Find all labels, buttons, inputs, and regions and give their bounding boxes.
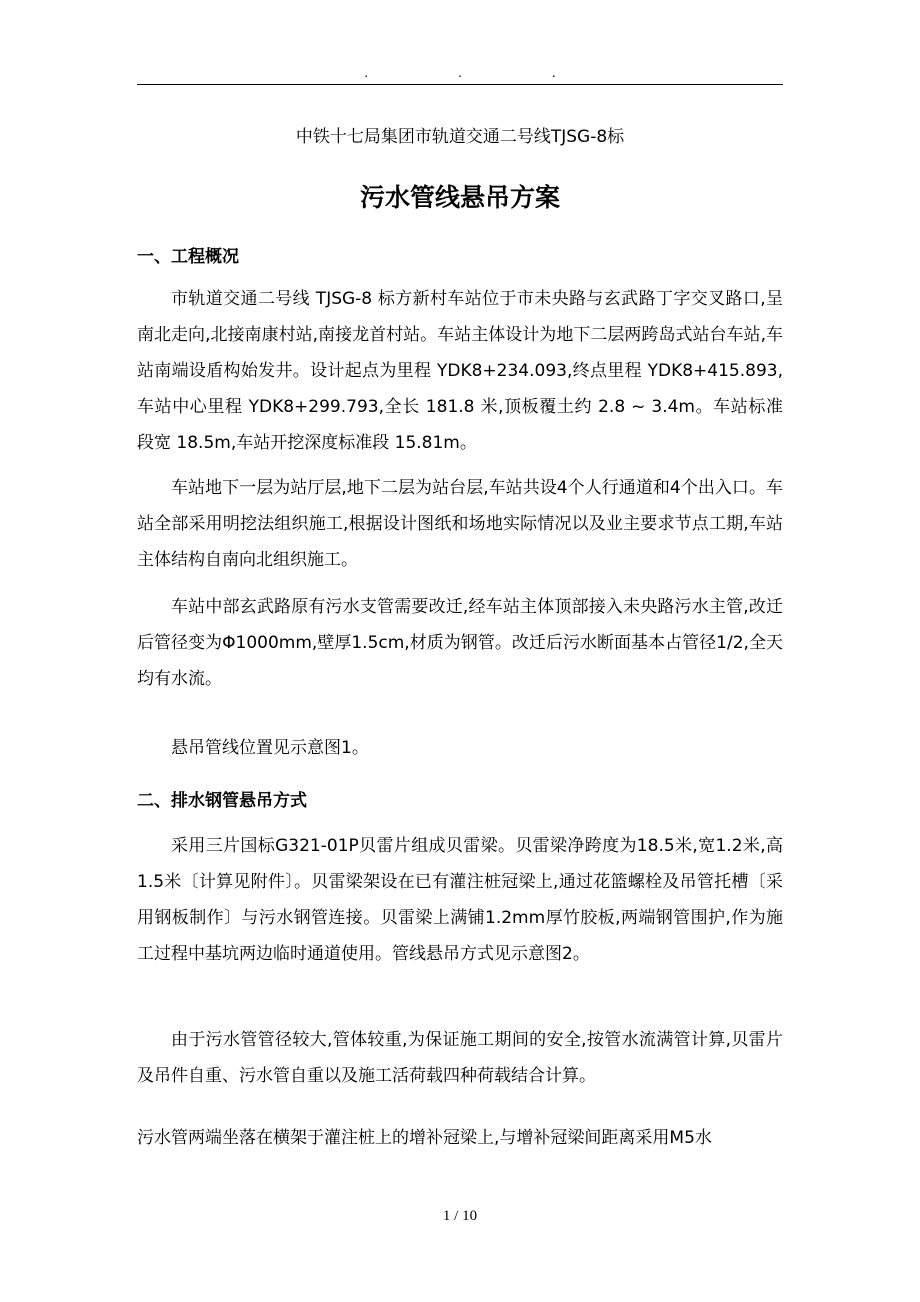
document-title: 污水管线悬吊方案: [359, 183, 560, 212]
paragraph-suspension-method: 采用三片国标G321-01P贝雷片组成贝雷梁。贝雷梁净跨度为18.5米,宽1.2米,高1.5米〔计算见附件〕。贝雷梁架设在已有灌注桩冠梁上,通过花篮螺栓及吊管托槽〔采用钢板制作〕与污水钢管连接。贝雷梁上满铺1.2mm厚竹胶板,两端钢管围护,作为施工过程中基坑两边临时通道使用。管线悬吊方式见示意图2。: [137, 836, 783, 964]
paragraph-overview-layers: 车站地下一层为站厅层,地下二层为站台层,车站共设4个人行通道和4个出入口。车站全部采用明挖法组织施工,根据设计图纸和场地实际情况以及业主要求节点工期,车站主体结构自南向北组织施工。: [137, 478, 783, 570]
paragraph-overview-figure-ref: 悬吊管线位置见示意图1。: [171, 738, 369, 758]
header-dots: ...: [364, 66, 646, 80]
section-heading-overview: 一、工程概况: [137, 247, 239, 267]
document-subtitle: 中铁十七局集团市轨道交通二号线TJSG-8标: [295, 127, 625, 147]
paragraph-overview-location: 市轨道交通二号线 TJSG-8 标方新村车站位于市未央路与玄武路丁字交叉路口,呈南北走向,北接南康村站,南接龙首村站。车站主体设计为地下二层两跨岛式站台车站,车站南端设盾构始发井。设计起点为里程 YDK8+234.093,终点里程 YDK8+415.893,车站中心里程 YDK8+299.793,全长 181.8 米,顶板覆土约 2.8 ~ 3.4m。车站标准段宽 18.5m,车站开挖深度标准段 15.81m。: [137, 289, 783, 453]
paragraph-suspension-ends: 污水管两端坐落在横架于灌注桩上的增补冠梁上,与增补冠梁间距离采用M5水: [137, 1128, 712, 1148]
paragraph-overview-sewer: 车站中部玄武路原有污水支管需要改迁,经车站主体顶部接入未央路污水主管,改迁后管径变为Φ1000mm,壁厚1.5cm,材质为钢管。改迁后污水断面基本占管径1/2,全天均有水流。: [137, 597, 783, 689]
header-rule: [137, 84, 783, 85]
section-heading-suspension: 二、排水钢管悬吊方式: [137, 791, 307, 811]
paragraph-suspension-loads: 由于污水管管径较大,管体较重,为保证施工期间的安全,按管水流满管计算,贝雷片及吊件自重、污水管自重以及施工活荷载四种荷载结合计算。: [137, 1030, 783, 1086]
page-number: 1 / 10: [442, 1208, 478, 1224]
